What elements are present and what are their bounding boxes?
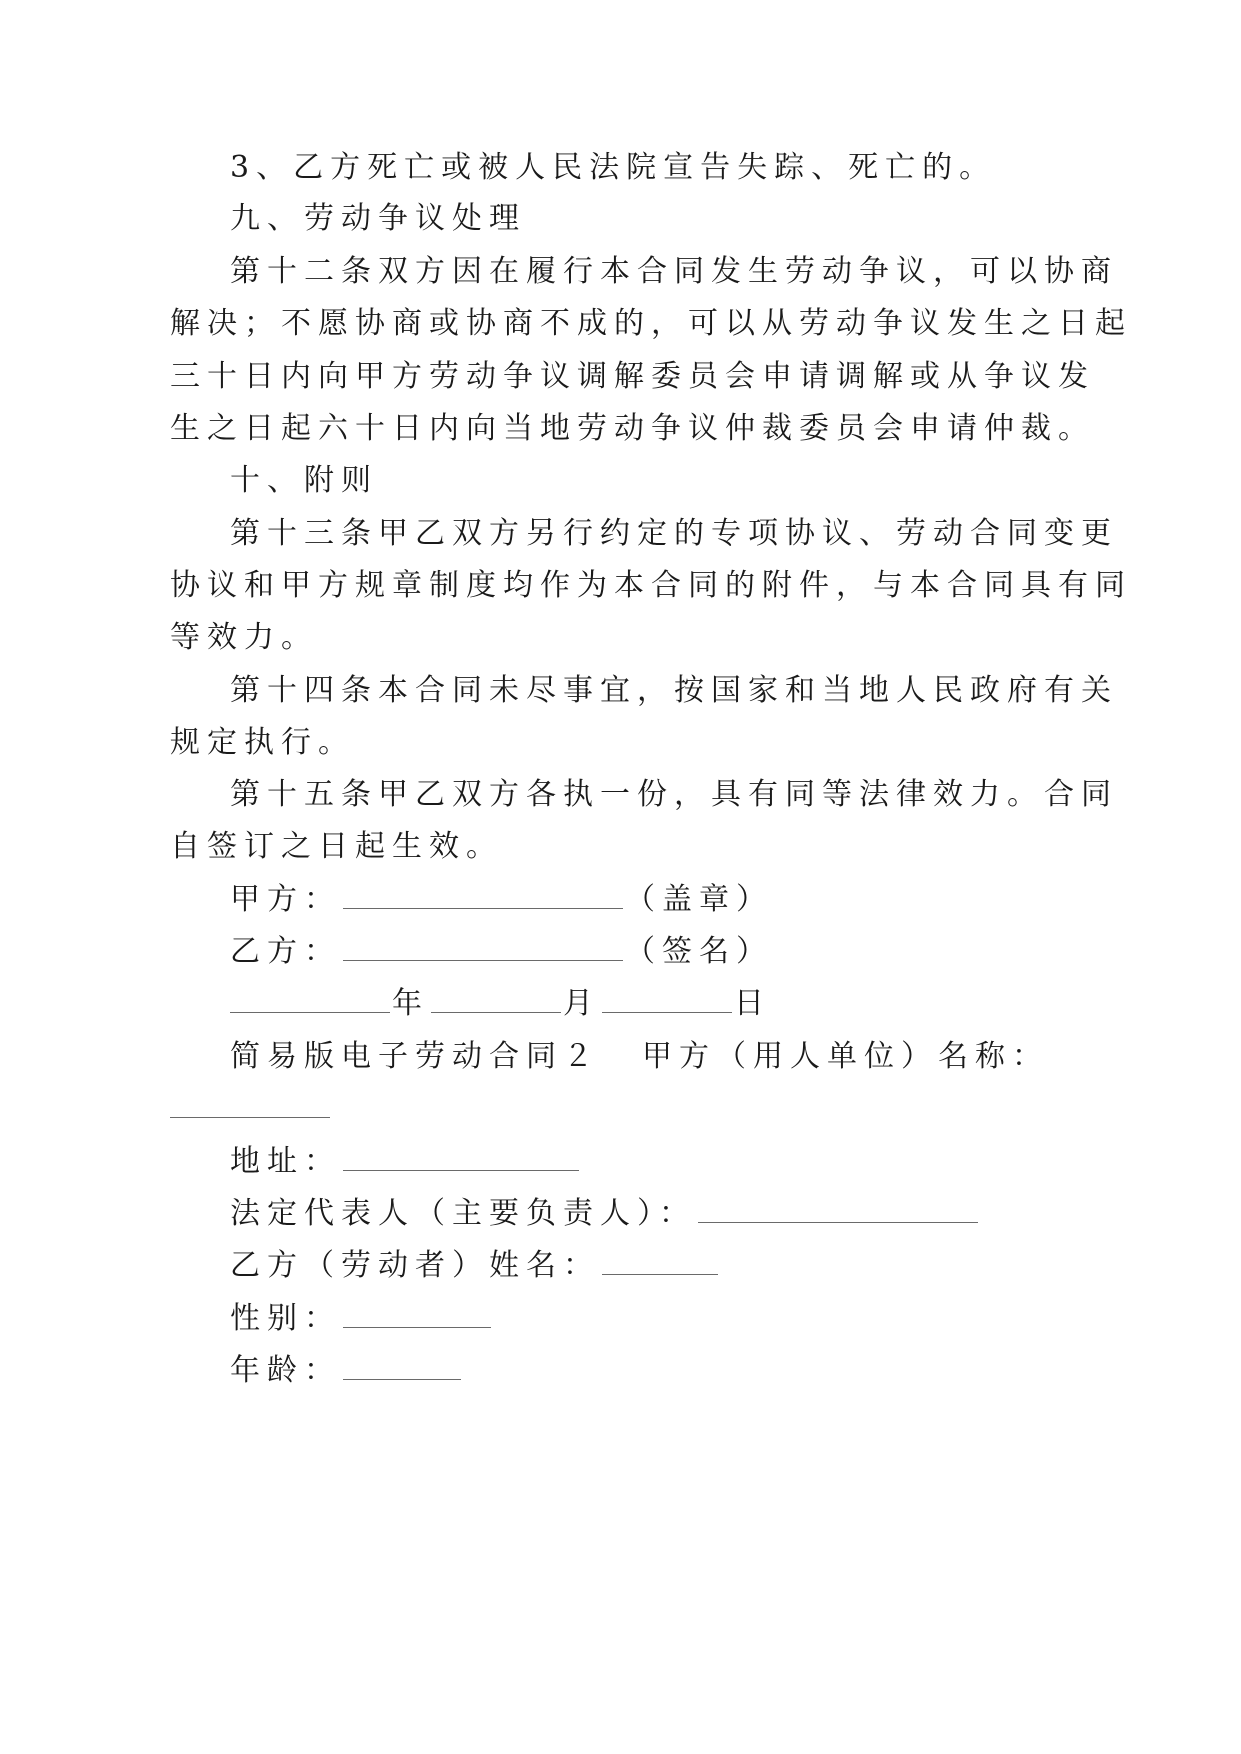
party-a-blank[interactable] — [343, 898, 623, 909]
address-blank[interactable] — [343, 1160, 579, 1171]
party-b-blank[interactable] — [343, 950, 623, 961]
article-13-line-1: 第十三条甲乙双方另行约定的专项协议、劳动合同变更 — [230, 516, 1118, 551]
section-heading-10: 十、附则 — [230, 463, 378, 498]
employer-name-blank[interactable] — [170, 1107, 330, 1118]
month-blank[interactable] — [431, 1002, 561, 1013]
day-blank[interactable] — [602, 1002, 732, 1013]
month-label: 月 — [563, 986, 600, 1021]
party-b-sign-note: （签名） — [625, 934, 773, 969]
second-contract-header-line — [0, 1035, 1241, 1079]
party-b-label: 乙方： — [230, 934, 341, 969]
date-line — [0, 982, 1241, 1026]
day-label: 日 — [734, 986, 771, 1021]
address-line — [0, 1140, 1241, 1184]
article-12-line-4: 生之日起六十日内向当地劳动争议仲裁委员会申请仲裁。 — [170, 411, 1095, 446]
party-b-signature-line — [0, 930, 1241, 974]
employer-name-blank-line — [0, 1087, 1241, 1131]
second-contract-title: 简易版电子劳动合同２ — [230, 1039, 600, 1074]
party-a-seal-note: （盖章） — [625, 882, 773, 917]
section-heading-9: 九、劳动争议处理 — [230, 201, 526, 236]
article-14-line-1: 第十四条本合同未尽事宜，按国家和当地人民政府有关 — [230, 673, 1118, 708]
year-blank[interactable] — [230, 1002, 390, 1013]
worker-name-label: 乙方（劳动者）姓名： — [230, 1248, 600, 1283]
article-15-line-2: 自签订之日起生效。 — [170, 829, 503, 864]
year-label: 年 — [392, 986, 429, 1021]
employer-name-label: 甲方（用人单位）名称： — [642, 1039, 1049, 1074]
legal-rep-blank[interactable] — [698, 1212, 978, 1223]
age-label: 年龄： — [230, 1353, 341, 1388]
party-a-signature-line — [0, 878, 1241, 922]
gender-line — [0, 1297, 1241, 1341]
clause-item-3: 3、乙方死亡或被人民法院宣告失踪、死亡的。 — [230, 150, 997, 185]
legal-rep-line — [0, 1192, 1241, 1236]
gender-label: 性别： — [230, 1301, 341, 1336]
article-15-line-1: 第十五条甲乙双方各执一份，具有同等法律效力。合同 — [230, 777, 1118, 812]
legal-rep-label: 法定代表人（主要负责人）： — [230, 1196, 696, 1231]
article-14-line-2: 规定执行。 — [170, 725, 355, 760]
gender-blank[interactable] — [343, 1317, 491, 1328]
worker-name-line — [0, 1244, 1241, 1288]
article-12-line-3: 三十日内向甲方劳动争议调解委员会申请调解或从争议发 — [170, 359, 1095, 394]
article-13-line-2: 协议和甲方规章制度均作为本合同的附件，与本合同具有同 — [170, 568, 1132, 603]
age-line — [0, 1349, 1241, 1393]
party-a-label: 甲方： — [230, 882, 341, 917]
age-blank[interactable] — [343, 1369, 461, 1380]
article-13-line-3: 等效力。 — [170, 620, 318, 655]
article-12-line-1: 第十二条双方因在履行本合同发生劳动争议，可以协商 — [230, 254, 1118, 289]
address-label: 地址： — [230, 1144, 341, 1179]
article-12-line-2: 解决；不愿协商或协商不成的，可以从劳动争议发生之日起 — [170, 306, 1132, 341]
worker-name-blank[interactable] — [602, 1264, 718, 1275]
